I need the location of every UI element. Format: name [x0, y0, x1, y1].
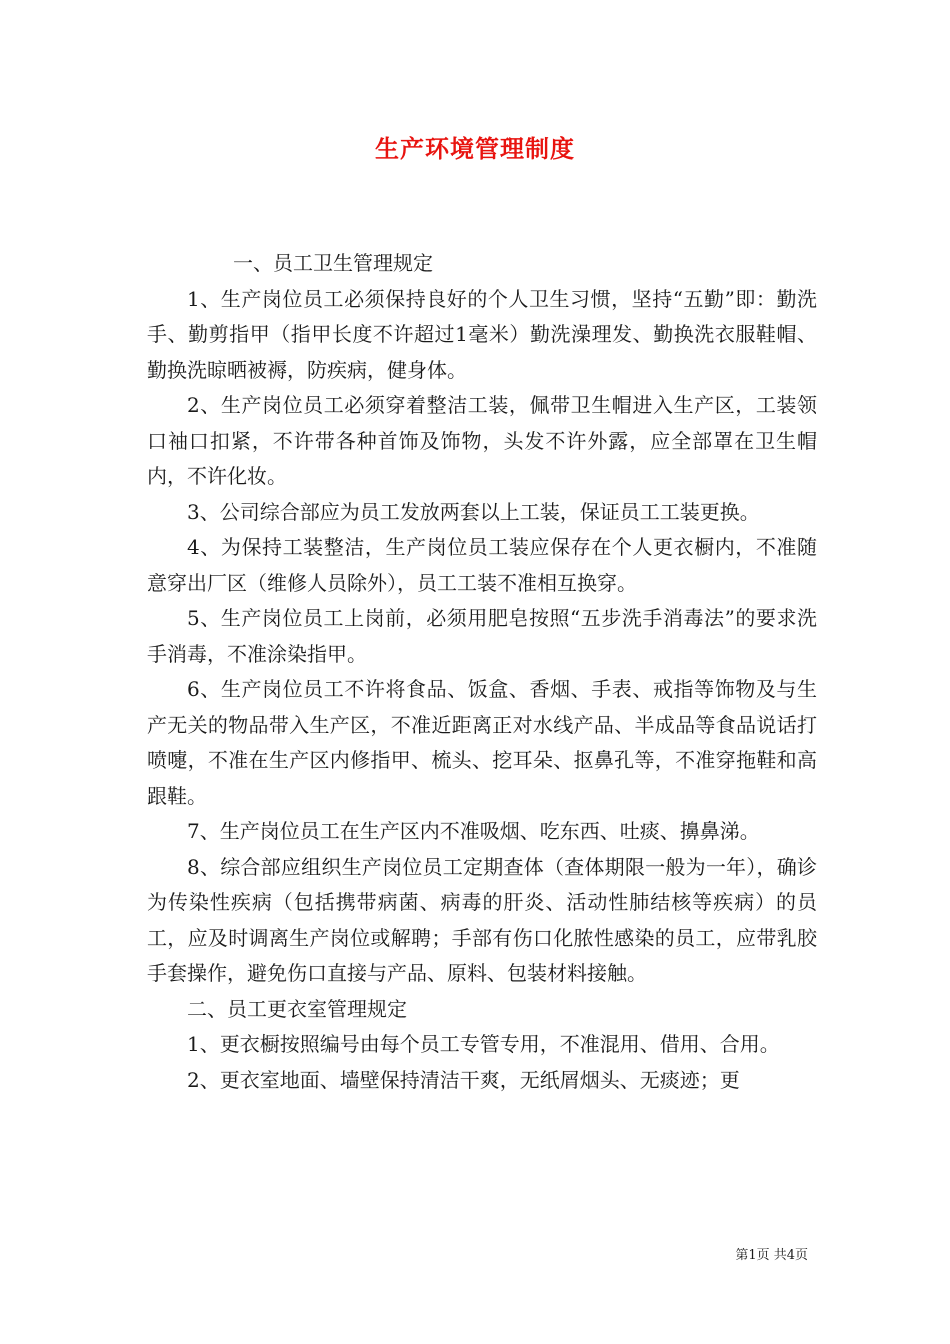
paragraph: 2、更衣室地面、墙壁保持清洁干爽，无纸屑烟头、无痰迹；更: [187, 1067, 740, 1092]
document-body: [147, 246, 817, 1098]
paragraph: 3、公司综合部应为员工发放两套以上工装，保证员工工装更换。: [187, 499, 760, 524]
paragraph: 7、生产岗位员工在生产区内不准吸烟、吃东西、吐痰、擤鼻涕。: [187, 819, 760, 843]
paragraph: 1、生产岗位员工必须保持良好的个人卫生习惯，坚持“五勤”即：勤洗手、勤剪指甲（指甲长度不许超过1毫米）勤洗澡理发、勤换洗衣服鞋帽、勤换洗晾晒被褥，防疾病，健身体。: [147, 286, 817, 382]
paragraph: 6、生产岗位员工不许将食品、饭盒、香烟、手表、戒指等饰物及与生产无关的物品带入生产区，不准近距离正对水线产品、半成品等食品说话打喷嚏，不准在生产区内修指甲、梳头、挖耳朵、抠鼻孔等，不准穿拖鞋和高跟鞋。: [147, 677, 817, 808]
section-heading-1: 一、员工卫生管理规定: [233, 251, 433, 275]
document-title: 生产环境管理制度: [375, 134, 575, 163]
paragraph: 8、综合部应组织生产岗位员工定期查体（查体期限一般为一年），确诊为传染性疾病（包括携带病菌、病毒的肝炎、活动性肺结核等疾病）的员工，应及时调离生产岗位或解聘；手部有伤口化脓性感染的员工，应带乳胶手套操作，避免伤口直接与产品、原料、包装材料接触。: [147, 854, 817, 985]
paragraph: 1、更衣橱按照编号由每个员工专管专用，不准混用、借用、合用。: [187, 1032, 780, 1056]
section-heading-2: 二、员工更衣室管理规定: [187, 996, 407, 1021]
paragraph: 4、为保持工装整洁，生产岗位员工装应保存在个人更衣橱内，不准随意穿出厂区（维修人员除外），员工工装不准相互换穿。: [147, 535, 817, 595]
paragraph: 5、生产岗位员工上岗前，必须用肥皂按照“五步洗手消毒法”的要求洗手消毒，不准涂染指甲。: [147, 606, 817, 666]
page-number-footer: 第1页 共4页: [735, 1248, 808, 1263]
paragraph: 2、生产岗位员工必须穿着整洁工装，佩带卫生帽进入生产区，工装领口袖口扣紧，不许带各种首饰及饰物，头发不许外露，应全部罩在卫生帽内，不许化妆。: [147, 393, 817, 488]
